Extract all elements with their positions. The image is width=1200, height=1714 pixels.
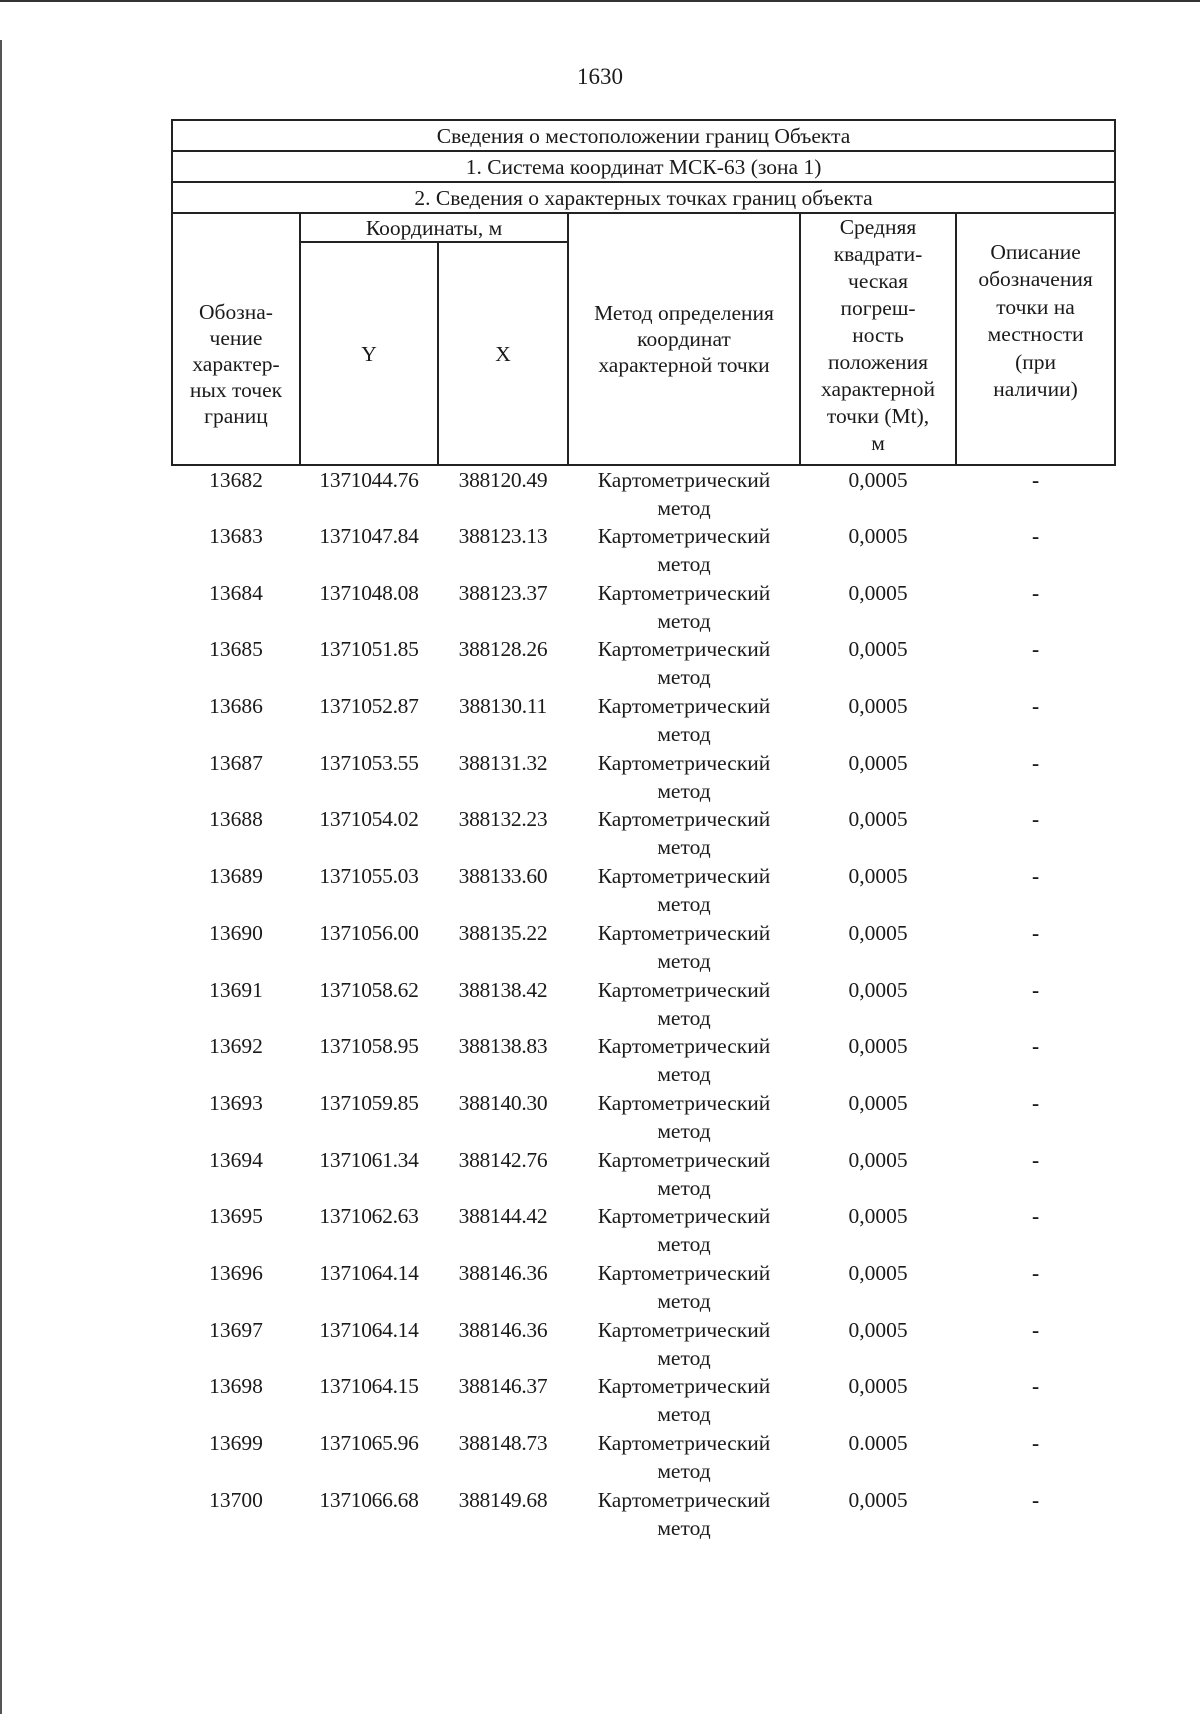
- description-cell: -: [1031, 524, 1040, 548]
- description-cell: -: [1031, 1090, 1040, 1115]
- y-coordinate-cell: 1371051.85: [319, 637, 419, 662]
- method-cell: Картометрический метод: [597, 1260, 771, 1313]
- header-coordinates: Координаты, м: [300, 213, 568, 242]
- method-cell: Картометрический метод: [597, 1204, 771, 1257]
- description-cell: -: [1031, 1147, 1040, 1172]
- y-coordinate-cell: 1371058.95: [319, 1034, 419, 1059]
- y-coordinate-cell: 1371064.15: [319, 1374, 419, 1399]
- x-coordinate-cell: 388135.22: [458, 920, 548, 945]
- boundary-points-table: [171, 119, 1116, 1542]
- method-cell: Картометрический метод: [597, 864, 771, 917]
- table-row: [172, 919, 1115, 976]
- point-id-cell: 13691: [209, 977, 263, 1002]
- error-cell: 0.0005: [848, 1431, 908, 1455]
- error-cell: 0,0005: [848, 1317, 908, 1342]
- point-id-cell: 13684: [209, 580, 263, 605]
- x-coordinate-cell: 388120.49: [458, 468, 548, 492]
- point-id-cell: 13695: [209, 1204, 263, 1229]
- point-id-cell: 13696: [209, 1260, 263, 1285]
- point-id-cell: 13700: [209, 1487, 263, 1512]
- error-cell: 0,0005: [848, 807, 908, 832]
- method-cell: Картометрический метод: [597, 920, 771, 973]
- x-coordinate-cell: 388149.68: [458, 1487, 548, 1512]
- description-cell: -: [1031, 1487, 1040, 1512]
- point-id-cell: 13698: [209, 1374, 263, 1399]
- point-id-cell: 13685: [209, 637, 263, 662]
- y-coordinate-cell: 1371058.62: [319, 977, 419, 1002]
- table-row: [172, 1259, 1115, 1316]
- point-id-cell: 13699: [209, 1431, 263, 1455]
- x-coordinate-cell: 388138.83: [458, 1034, 548, 1059]
- x-coordinate-cell: 388128.26: [458, 637, 548, 662]
- y-coordinate-cell: 1371064.14: [319, 1317, 419, 1342]
- error-cell: 0,0005: [848, 1090, 908, 1115]
- table-row: [172, 1089, 1115, 1146]
- description-cell: -: [1031, 1431, 1040, 1455]
- x-coordinate-cell: 388144.42: [458, 1204, 548, 1229]
- method-cell: Картометрический метод: [597, 1431, 771, 1483]
- description-cell: -: [1031, 807, 1040, 832]
- x-coordinate-cell: 388123.37: [458, 580, 548, 605]
- x-coordinate-cell: 388148.73: [458, 1431, 548, 1455]
- error-cell: 0,0005: [848, 524, 908, 548]
- x-coordinate-cell: 388142.76: [458, 1147, 548, 1172]
- table-row: [172, 1429, 1115, 1486]
- error-cell: 0,0005: [848, 637, 908, 662]
- x-coordinate-cell: 388146.36: [458, 1260, 548, 1285]
- point-id-cell: 13688: [209, 807, 263, 832]
- x-coordinate-cell: 388146.36: [458, 1317, 548, 1342]
- error-cell: 0,0005: [848, 1260, 908, 1285]
- description-cell: -: [1031, 864, 1040, 889]
- point-id-cell: 13692: [209, 1034, 263, 1059]
- error-cell: 0,0005: [848, 468, 908, 492]
- y-coordinate-cell: 1371054.02: [319, 807, 419, 832]
- x-coordinate-cell: 388140.30: [458, 1090, 548, 1115]
- table-row: [172, 692, 1115, 749]
- error-cell: 0,0005: [848, 694, 908, 719]
- error-cell: 0,0005: [848, 580, 908, 605]
- point-id-cell: 13690: [209, 920, 263, 945]
- table-row: [172, 1146, 1115, 1203]
- x-coordinate-cell: 388130.11: [459, 694, 547, 719]
- header-x: X: [438, 242, 568, 465]
- point-id-cell: 13694: [209, 1147, 263, 1172]
- table-row: [172, 1202, 1115, 1259]
- x-coordinate-cell: 388133.60: [458, 864, 548, 889]
- y-coordinate-cell: 1371065.96: [319, 1431, 419, 1455]
- description-cell: -: [1031, 580, 1040, 605]
- table-row: [172, 1316, 1115, 1373]
- error-cell: 0,0005: [848, 1374, 908, 1399]
- header-designation: Обозна- чение характер- ных точек границ: [172, 213, 300, 465]
- method-cell: Картометрический метод: [597, 1317, 771, 1370]
- description-cell: -: [1031, 1034, 1040, 1059]
- y-coordinate-cell: 1371053.55: [319, 750, 419, 775]
- method-cell: Картометрический метод: [597, 1374, 771, 1427]
- method-cell: Картометрический метод: [597, 694, 771, 747]
- point-id-cell: 13687: [209, 750, 263, 775]
- table-row: [172, 635, 1115, 692]
- x-coordinate-cell: 388123.13: [458, 524, 548, 548]
- error-cell: 0,0005: [848, 920, 908, 945]
- y-coordinate-cell: 1371059.85: [319, 1090, 419, 1115]
- point-id-cell: 13683: [209, 524, 263, 548]
- method-cell: Картометрический метод: [597, 750, 771, 803]
- table-row: [172, 976, 1115, 1033]
- scan-border-top: [0, 0, 1200, 2]
- x-coordinate-cell: 388132.23: [458, 807, 548, 832]
- error-cell: 0,0005: [848, 1034, 908, 1059]
- x-coordinate-cell: 388138.42: [458, 977, 548, 1002]
- error-cell: 0,0005: [848, 1487, 908, 1512]
- method-cell: Картометрический метод: [597, 637, 771, 690]
- table-row: [172, 522, 1115, 579]
- description-cell: -: [1031, 468, 1040, 492]
- description-cell: -: [1031, 1374, 1040, 1399]
- description-cell: -: [1031, 694, 1040, 719]
- error-cell: 0,0005: [848, 864, 908, 889]
- point-id-cell: 13686: [209, 694, 263, 719]
- description-cell: -: [1031, 637, 1040, 662]
- table-title: Сведения о местоположении границ Объекта: [172, 120, 1115, 151]
- error-cell: 0,0005: [848, 750, 908, 775]
- points-section-title: 2. Сведения о характерных точках границ объекта: [172, 182, 1115, 213]
- table-row: [172, 465, 1115, 522]
- description-cell: -: [1031, 977, 1040, 1002]
- y-coordinate-cell: 1371048.08: [319, 580, 419, 605]
- table-row: [172, 1486, 1115, 1543]
- point-id-cell: 13689: [209, 864, 263, 889]
- description-cell: -: [1031, 1260, 1040, 1285]
- table-row: [172, 805, 1115, 862]
- header-y: Y: [300, 242, 438, 465]
- method-cell: Картометрический метод: [597, 1090, 771, 1143]
- table-row: [172, 579, 1115, 636]
- method-cell: Картометрический метод: [597, 580, 771, 633]
- x-coordinate-cell: 388146.37: [458, 1374, 548, 1399]
- table-row: [172, 1032, 1115, 1089]
- method-cell: Картометрический метод: [597, 977, 771, 1030]
- y-coordinate-cell: 1371047.84: [319, 524, 419, 548]
- y-coordinate-cell: 1371056.00: [319, 920, 419, 945]
- description-cell: -: [1031, 920, 1040, 945]
- coordinate-system-title: 1. Система координат МСК-63 (зона 1): [172, 151, 1115, 182]
- y-coordinate-cell: 1371064.14: [319, 1260, 419, 1285]
- error-cell: 0,0005: [848, 1204, 908, 1229]
- table-row: [172, 862, 1115, 919]
- x-coordinate-cell: 388131.32: [458, 750, 548, 775]
- description-cell: -: [1031, 750, 1040, 775]
- header-error: Средняя квадрати- ческая погреш- ность положения характерной точки (Mt), м: [800, 213, 956, 465]
- method-cell: Картометрический метод: [597, 1034, 771, 1087]
- y-coordinate-cell: 1371052.87: [319, 694, 419, 719]
- y-coordinate-cell: 1371066.68: [319, 1487, 419, 1512]
- point-id-cell: 13693: [209, 1090, 263, 1115]
- header-method: Метод определения координат характерной точки: [568, 213, 800, 465]
- y-coordinate-cell: 1371062.63: [319, 1204, 419, 1229]
- page-number: 1630: [577, 64, 623, 89]
- description-cell: -: [1031, 1317, 1040, 1342]
- method-cell: Картометрический метод: [597, 1147, 771, 1200]
- point-id-cell: 13682: [209, 468, 263, 492]
- y-coordinate-cell: 1371044.76: [319, 468, 419, 492]
- method-cell: Картометрический метод: [597, 1487, 771, 1540]
- y-coordinate-cell: 1371061.34: [319, 1147, 419, 1172]
- method-cell: Картометрический метод: [597, 524, 771, 576]
- table-row: [172, 749, 1115, 806]
- table-row: [172, 1372, 1115, 1429]
- scan-border-left: [0, 40, 2, 1714]
- error-cell: 0,0005: [848, 977, 908, 1002]
- method-cell: Картометрический метод: [597, 468, 771, 520]
- header-description: Описание обозначения точки на местности (при наличии): [956, 213, 1115, 465]
- description-cell: -: [1031, 1204, 1040, 1229]
- error-cell: 0,0005: [848, 1147, 908, 1172]
- method-cell: Картометрический метод: [597, 807, 771, 860]
- y-coordinate-cell: 1371055.03: [319, 864, 419, 889]
- point-id-cell: 13697: [209, 1317, 263, 1342]
